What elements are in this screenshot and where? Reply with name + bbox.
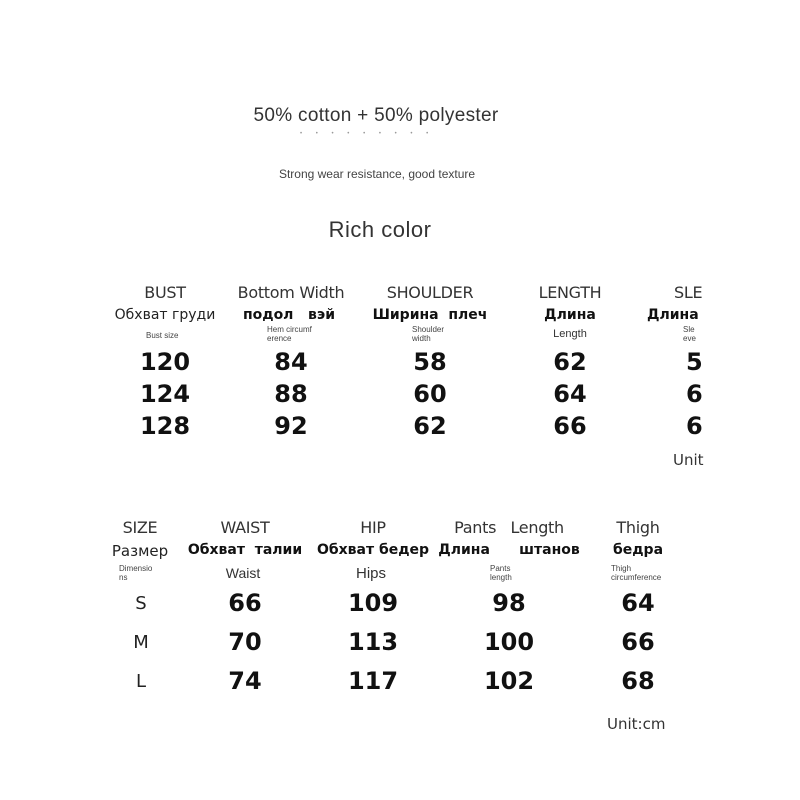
top-cell: 64: [553, 380, 587, 408]
top-col-header-small: Length: [553, 328, 587, 340]
bottom-cell: M: [133, 632, 149, 653]
bottom-col-header-en: Pants Length: [454, 518, 564, 537]
top-unit-label: Unit: [673, 451, 704, 469]
top-cell: 84: [274, 348, 308, 376]
top-col-header-small: Hem circumf erence: [267, 325, 312, 343]
bottom-col-header-en: WAIST: [220, 518, 270, 537]
top-cell: 124: [139, 380, 191, 408]
bottom-cell: S: [135, 593, 147, 614]
bottom-cell: 68: [621, 667, 655, 695]
top-col-header-en: BUST: [144, 283, 186, 302]
top-cell: 6: [686, 380, 703, 408]
top-cell: 92: [274, 412, 308, 440]
rich-color-title: Rich color: [328, 217, 432, 242]
top-cell: 6: [686, 412, 703, 440]
bottom-col-header-ru: Длина штанов: [438, 542, 580, 558]
top-col-header-ru: подол вэй: [242, 307, 336, 323]
top-col-header-small: Sle eve: [683, 325, 696, 343]
bottom-col-header-small: Hips: [355, 565, 387, 582]
bottom-col-header-small: Waist: [225, 565, 261, 581]
bottom-col-header-en: HIP: [360, 518, 386, 537]
top-cell: 62: [413, 412, 447, 440]
bottom-cell: 117: [347, 667, 399, 695]
top-col-header-en: SHOULDER: [386, 283, 474, 302]
top-col-header-ru: Ширина плеч: [372, 307, 488, 323]
top-cell: 62: [553, 348, 587, 376]
bottom-cell: 70: [228, 628, 262, 656]
bottom-col-header-ru: бедра: [612, 542, 664, 558]
bottom-cell: 113: [347, 628, 399, 656]
bottom-cell: 66: [228, 589, 262, 617]
bottom-cell: 109: [347, 589, 399, 617]
top-col-header-en: SLE: [674, 283, 703, 302]
decorative-dots: • • • • • • • • •: [300, 131, 435, 137]
material-subline: Strong wear resistance, good texture: [278, 167, 476, 181]
top-col-header-ru: Обхват груди: [114, 307, 216, 323]
top-cell: 5: [686, 348, 703, 376]
bottom-col-header-ru: Обхват бедер: [316, 542, 430, 558]
bottom-col-header-small: Dimensio ns: [119, 564, 153, 582]
bottom-col-header-en: SIZE: [122, 518, 158, 537]
bottom-col-header-ru: Обхват талии: [187, 542, 303, 558]
top-cell: 58: [413, 348, 447, 376]
bottom-col-header-en: Thigh: [616, 518, 660, 537]
bottom-cell: 100: [483, 628, 535, 656]
bottom-col-header-small: Pants length: [490, 564, 512, 582]
bottom-cell: 64: [621, 589, 655, 617]
top-cell: 120: [139, 348, 191, 376]
bottom-unit-label: Unit:cm: [607, 715, 666, 733]
top-cell: 128: [139, 412, 191, 440]
top-col-header-en: Bottom Width: [237, 283, 345, 302]
bottom-col-header-ru: Размер: [111, 542, 169, 560]
top-cell: 60: [413, 380, 447, 408]
top-col-header-small: Bust size: [146, 331, 179, 340]
bottom-cell: L: [135, 671, 147, 692]
top-cell: 66: [553, 412, 587, 440]
bottom-cell: 66: [621, 628, 655, 656]
bottom-cell: 102: [483, 667, 535, 695]
top-col-header-en: LENGTH: [538, 283, 602, 302]
top-cell: 88: [274, 380, 308, 408]
bottom-cell: 98: [492, 589, 526, 617]
top-col-header-ru: Длина: [544, 307, 596, 323]
top-col-header-small: Shoulder width: [412, 325, 445, 343]
bottom-cell: 74: [228, 667, 262, 695]
top-col-header-ru: Длина: [647, 307, 699, 323]
bottom-col-header-small: Thigh circumference: [611, 564, 662, 582]
material-headline: 50% cotton + 50% polyester: [253, 105, 499, 126]
